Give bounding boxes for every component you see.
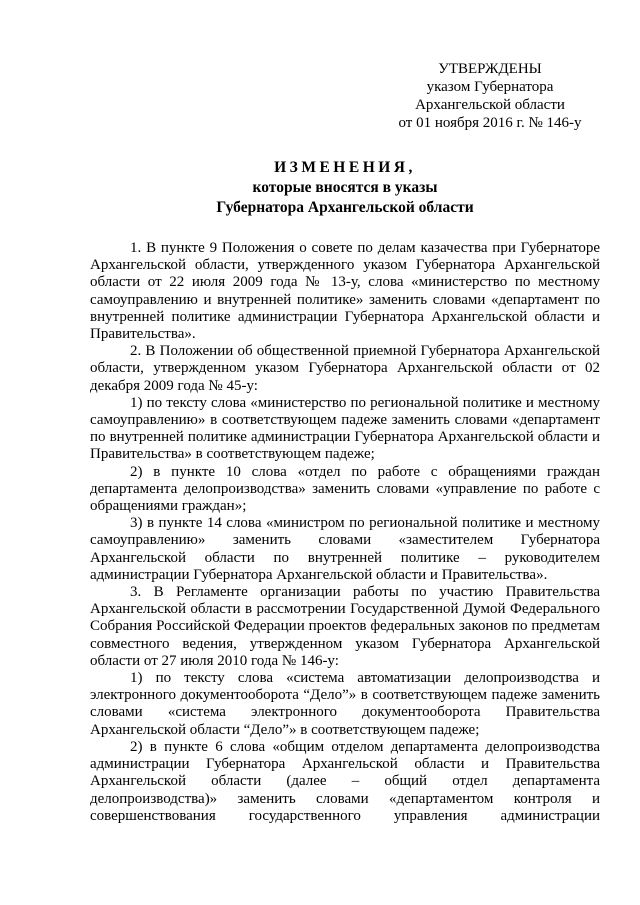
document-title: ИЗМЕНЕНИЯ, xyxy=(274,159,416,176)
paragraph-2-item-3: 3) в пункте 14 слова «министром по региональной политике и местному самоуправлению» заменить словами «заместителем Губернатора Архангельской области по внутренней политике – руководителем администрации Губернатора Архангельской области и Правительства». xyxy=(90,515,600,583)
approval-line-3: Архангельской области xyxy=(415,97,565,113)
paragraph-1: 1. В пункте 9 Положения о совете по делам казачества при Губернаторе Архангельской области, утвержденного указом Губернатора Архангельской области от 22 июля 2009 года № 13-у, слова «министерство по местному самоуправлению и внутренней политике» заменить словами «департамент по внутренней политике администрации Губернатора Архангельской области и Правительства». xyxy=(90,240,600,343)
paragraph-2-item-1: 1) по тексту слова «министерство по региональной политике и местному самоуправлению» в соответствующем падеже заменить словами «департамент по внутренней политике администрации Губернатора Архангельской области и Правительства» в соответствующем падеже; xyxy=(90,394,600,463)
approval-line-1: УТВЕРЖДЕНЫ xyxy=(438,61,542,77)
document-body xyxy=(90,240,600,825)
document-heading xyxy=(90,158,600,218)
approval-line-4: от 01 ноября 2016 г. № 146-у xyxy=(398,115,582,131)
paragraph-3-item-1: 1) по тексту слова «система автоматизации делопроизводства и электронного документооборота “Дело”» в соответствующем падеже заменить словами «система электронного документооборота Правительства Архангельской области “Дело”» в соответствующем падеже; xyxy=(90,670,600,738)
paragraph-3: 3. В Регламенте организации работы по участию Правительства Архангельской области в рассмотрении Государственной Думой Федерального Собрания Российской Федерации проектов федеральных законов по предметам совместного ведения, утвержденном указом Губернатора Архангельской области от 27 июля 2010 года № 146-у: xyxy=(90,584,600,669)
paragraph-2-item-2: 2) в пункте 10 слова «отдел по работе с обращениями граждан департамента делопроизводства» заменить словами «управление по работе с обращениями граждан»; xyxy=(90,463,600,515)
paragraph-2: 2. В Положении об общественной приемной Губернатора Архангельской области, утвержденном указом Губернатора Архангельской области от 02 декабря 2009 года № 45-у: xyxy=(90,343,600,394)
paragraph-3-item-2: 2) в пункте 6 слова «общим отделом департамента делопроизводства администрации Губернатора Архангельской области и Правительства Архангельской области (далее – общий отдел департамента делопроизводства)» заменить словами «департаментом контроля и совершенствования государственного управления администрации xyxy=(90,738,600,824)
document-subtitle-2: Губернатора Архангельской области xyxy=(216,199,474,216)
approval-line-2: указом Губернатора xyxy=(426,79,554,95)
document-subtitle-1: которые вносятся в указы xyxy=(252,179,438,196)
approval-stamp xyxy=(385,60,595,132)
